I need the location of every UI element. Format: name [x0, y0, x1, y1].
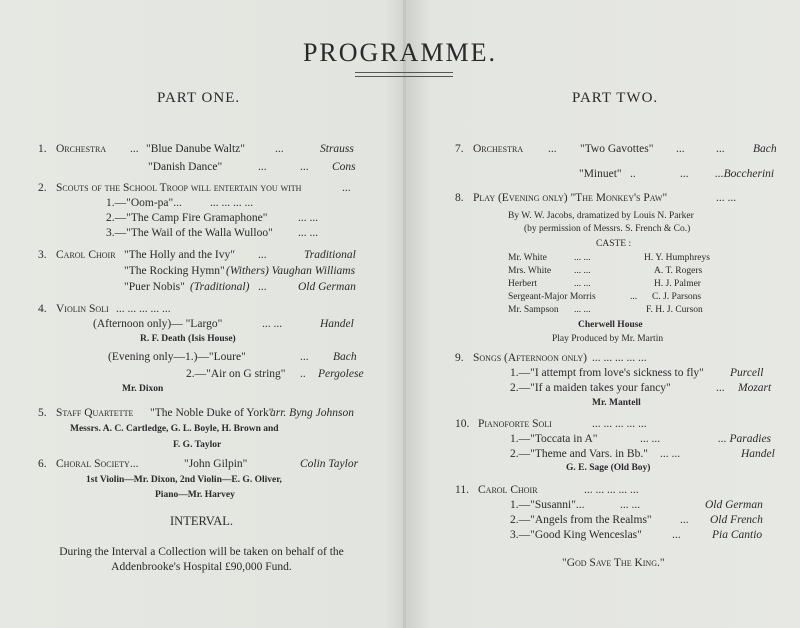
title-rule	[355, 72, 453, 73]
leader-dots: ... ...	[574, 266, 591, 276]
credits: 1st Violin—Mr. Dixon, 2nd Violin—E. G. Oliver,	[86, 475, 282, 485]
act-line: 3.—"The Wail of the Walla Wulloo"	[106, 227, 273, 239]
piece-title: "Blue Danube Waltz"	[146, 143, 245, 155]
composer: Old French	[710, 514, 763, 526]
item-number: 8.	[455, 192, 464, 204]
item-label: Orchestra	[56, 143, 107, 155]
act-line: (Afternoon only)— "Largo"	[93, 318, 223, 330]
leader-dots: ... ... ... ... ...	[592, 418, 647, 430]
cast-role: Mr. Sampson	[508, 305, 559, 315]
item-label: Pianoforte Soli	[478, 418, 552, 430]
performer: Messrs. A. C. Cartledge, G. L. Boyle, H. Brown and	[70, 424, 279, 434]
item-label: Carol Choir	[478, 484, 538, 496]
house-name: Cherwell House	[578, 320, 643, 330]
leader-dots: ...	[342, 182, 351, 194]
item-number: 11.	[455, 484, 469, 496]
composer: Cons	[332, 161, 356, 173]
cast-actor: C. J. Parsons	[652, 292, 702, 302]
composer: Traditional	[304, 249, 356, 261]
leader-dots: ...	[548, 143, 557, 155]
act-line: (Evening only—1.)—"Loure"	[108, 351, 246, 363]
performer: Mr. Dixon	[122, 384, 164, 394]
cast-heading: CASTE :	[596, 239, 632, 249]
cast-role: Sergeant-Major Morris	[508, 292, 596, 302]
item-label: Songs (Afternoon only)	[473, 352, 587, 364]
item-number: 1.	[38, 143, 47, 155]
composer: (Withers) Vaughan Williams	[226, 265, 356, 277]
page-fold	[403, 0, 406, 628]
item-number: 9.	[455, 352, 464, 364]
leader-dots: ... ...	[574, 253, 591, 263]
leader-dots: ..	[630, 168, 636, 180]
composer: Strauss	[320, 143, 354, 155]
composer: Handel	[741, 448, 775, 460]
piece-title: "Minuet"	[579, 168, 622, 180]
cast-actor: F. H. J. Curson	[646, 305, 703, 315]
part-two-heading: PART TWO.	[572, 90, 659, 106]
piece-title: "John Gilpin"	[184, 458, 248, 470]
credits: Piano—Mr. Harvey	[155, 490, 235, 500]
permission-line: (by permission of Messrs. S. French & Co.)	[524, 224, 691, 234]
act-line: 1.—"Oom-pa"...	[106, 197, 182, 209]
item-number: 4.	[38, 303, 47, 315]
cast-role: Mr. White	[508, 253, 547, 263]
piece-title: "The Noble Duke of York"	[150, 407, 274, 419]
leader-dots: ..	[300, 368, 306, 380]
leader-dots: ... ...	[620, 499, 641, 511]
leader-dots: ...	[676, 143, 685, 155]
leader-dots: ...	[716, 143, 725, 155]
leader-dots: ...	[680, 514, 689, 526]
act-line: 1.—"Susanni"...	[510, 499, 585, 511]
leader-dots: ...	[275, 143, 284, 155]
leader-dots: ... ...	[298, 212, 319, 224]
leader-dots: ... ...	[262, 318, 283, 330]
composer: Bach	[333, 351, 357, 363]
item-label: Carol Choir	[56, 249, 116, 261]
item-number: 10.	[455, 418, 470, 430]
cast-actor: A. T. Rogers	[654, 266, 703, 276]
item-number: 3.	[38, 249, 47, 261]
leader-dots: ... ... ... ... ...	[592, 352, 647, 364]
composer: Pergolese	[318, 368, 364, 380]
composer: Old German	[705, 499, 763, 511]
leader-dots: ...	[258, 281, 267, 293]
leader-dots: ... ... ... ...	[210, 197, 254, 209]
piece-title: "Two Gavottes"	[580, 143, 654, 155]
leader-dots: ...	[300, 161, 309, 173]
item-label: Scouts of the School Troop will entertain you with	[56, 182, 302, 194]
author-line: By W. W. Jacobs, dramatized by Louis N. Parker	[508, 211, 694, 221]
act-line: 2.—"Angels from the Realms"	[510, 514, 652, 526]
item-label: Orchestra	[473, 143, 524, 155]
item-number: 7.	[455, 143, 464, 155]
item-label: Violin Soli	[56, 303, 109, 315]
act-line: 3.—"Good King Wenceslas"	[510, 529, 642, 541]
item-number: 5.	[38, 407, 47, 419]
composer: Pia Cantio	[712, 529, 763, 541]
composer: Bach	[753, 143, 777, 155]
leader-dots: ... ... ... ... ...	[116, 303, 171, 315]
composer: Purcell	[730, 367, 764, 379]
performer: R. F. Death (Isis House)	[140, 334, 236, 344]
act-line: 1.—"Toccata in A"	[510, 433, 598, 445]
leader-dots: ...	[672, 529, 681, 541]
composer: Mozart	[738, 382, 772, 394]
leader-dots: ... ...	[574, 305, 591, 315]
performer: G. E. Sage (Old Boy)	[566, 463, 651, 473]
composer: Handel	[320, 318, 354, 330]
leader-dots: ...	[258, 249, 267, 261]
cast-actor: H. Y. Humphreys	[644, 253, 710, 263]
cast-role: Mrs. White	[508, 266, 552, 276]
producer-line: Play Produced by Mr. Martin	[552, 334, 664, 344]
act-line: 2.—"Air on G string"	[186, 368, 286, 380]
leader-dots: ... ...	[640, 433, 661, 445]
act-line: 1.—"I attempt from love's sickness to fly"	[510, 367, 704, 379]
interval-note: Addenbrooke's Hospital £90,000 Fund.	[111, 561, 292, 573]
page-title: PROGRAMME.	[302, 38, 498, 67]
interval-heading: INTERVAL.	[170, 514, 234, 528]
leader-dots: ...	[258, 161, 267, 173]
composer: Colin Taylor	[300, 458, 359, 470]
performer: Mr. Mantell	[592, 398, 641, 408]
composer: ...Boccherini	[715, 168, 775, 180]
piece-title: "Danish Dance"	[148, 161, 223, 173]
performer: F. G. Taylor	[173, 440, 222, 450]
leader-dots: ...	[300, 351, 309, 363]
item-number: 2.	[38, 182, 47, 194]
composer: arr. Byng Johnson	[270, 407, 355, 419]
piece-title: "Puer Nobis"	[124, 281, 185, 293]
leader-dots: ... ...	[716, 192, 737, 204]
leader-dots: ... ... ... ... ...	[584, 484, 639, 496]
leader-dots: ...	[130, 143, 139, 155]
item-label: Play (Evening only) "The Monkey's Paw"	[473, 192, 668, 204]
leader-dots: ... ...	[660, 448, 681, 460]
leader-dots: ...	[716, 382, 725, 394]
item-label: Choral Society...	[56, 458, 139, 470]
piece-title: "The Rocking Hymn"	[124, 265, 225, 277]
piece-title: "The Holly and the Ivy"	[124, 249, 235, 261]
cast-role: Herbert	[508, 279, 538, 289]
act-line: 2.—"The Camp Fire Gramaphone"	[106, 212, 268, 224]
leader-dots: ... ...	[574, 279, 591, 289]
leader-dots: ... ...	[298, 227, 319, 239]
act-line: 2.—"Theme and Vars. in Bb."	[510, 448, 648, 460]
cast-actor: H. J. Palmer	[654, 279, 701, 289]
act-line: 2.—"If a maiden takes your fancy"	[510, 382, 671, 394]
leader-dots: ...	[680, 168, 689, 180]
leader-dots: ...	[630, 292, 638, 302]
part-one-heading: PART ONE.	[157, 90, 241, 106]
composer: Old German	[298, 281, 356, 293]
composer: ... Paradies	[718, 433, 772, 445]
closing-line: "God Save The King."	[562, 557, 665, 569]
item-number: 6.	[38, 458, 47, 470]
interval-note: During the Interval a Collection will be taken on behalf of the	[59, 546, 344, 558]
composer-note: (Traditional)	[190, 281, 250, 293]
item-label: Staff Quartette	[56, 407, 134, 419]
title-rule	[355, 76, 453, 77]
